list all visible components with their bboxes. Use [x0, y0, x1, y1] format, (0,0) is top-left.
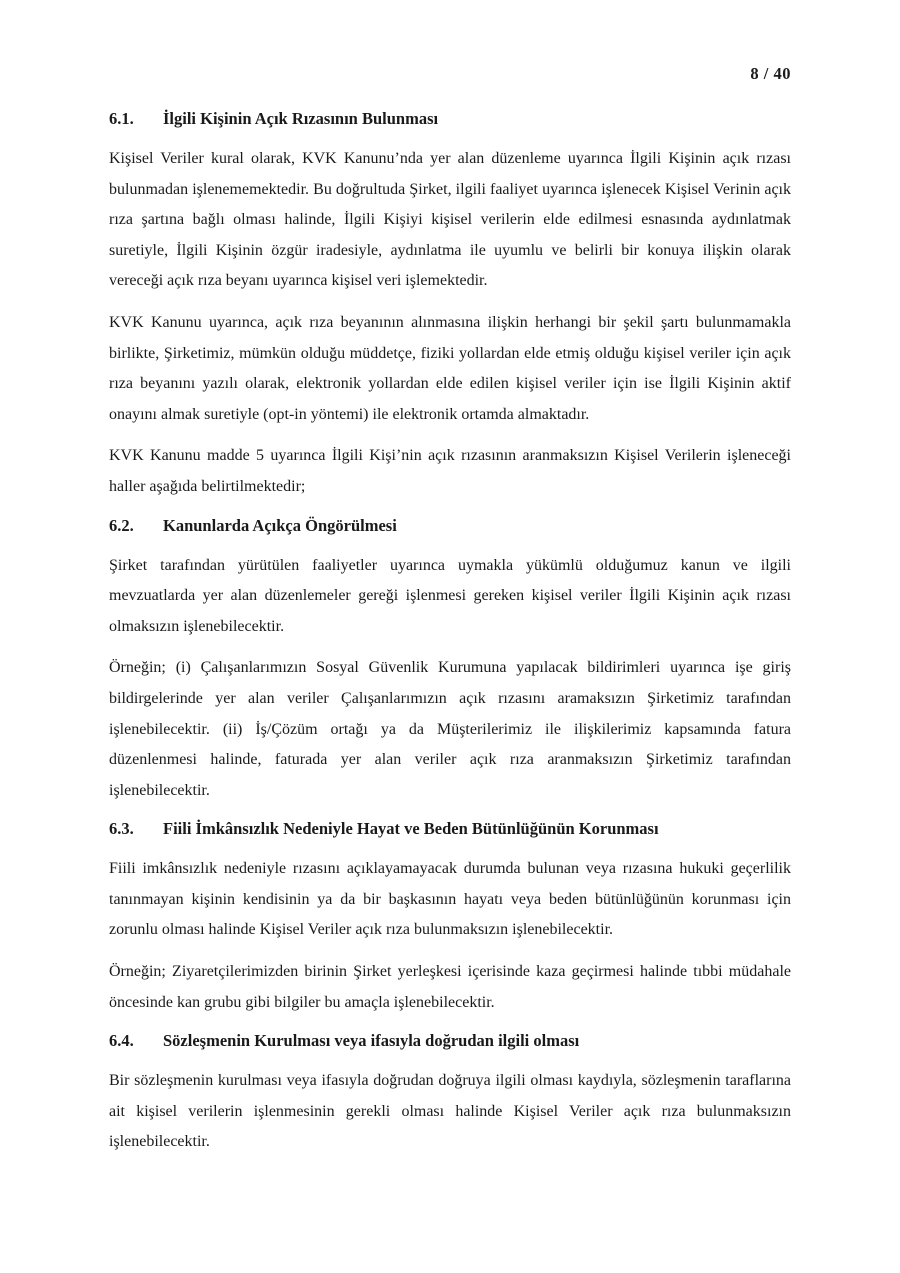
section-heading [109, 514, 791, 538]
section-heading [109, 817, 791, 841]
paragraph: Örneğin; (i) Çalışanlarımızın Sosyal Güvenlik Kurumuna yapılacak bildirimleri uyarınca işe giriş bildirgelerinde yer alan veriler Çalışanlarımızın açık rızasını aramaksızın Şirketimiz tarafından işlenebilecektir. (ii) İş/Çözüm ortağı ya da Müşterilerimiz ile ilişkilerimiz kapsamında fatura düzenlenmesi halinde, faturada yer alan veriler açık rıza aranmaksızın Şirketimiz tarafından işlenebilecektir. [109, 659, 791, 799]
paragraph: Örneğin; Ziyaretçilerimizden birinin Şirket yerleşkesi içerisinde kaza geçirmesi halinde tıbbi müdahale öncesinde kan grubu gibi bilgiler bu amaçla işlenebilecektir. [109, 963, 791, 1011]
section-title: Sözleşmenin Kurulması veya ifasıyla doğrudan ilgili olması [163, 1031, 580, 1051]
paragraph: Fiili imkânsızlık nedeniyle rızasını açıklayamayacak durumda bulunan veya rızasına hukuki geçerlilik tanınmayan kişinin kendisinin ya da bir başkasının hayatı veya beden bütünlüğünün korunması için zorunlu olması halinde Kişisel Veriler açık rıza bulunmaksızın işlenebilecektir. [109, 860, 791, 939]
section-6-2 [109, 514, 791, 807]
section-title: Fiili İmkânsızlık Nedeniyle Hayat ve Beden Bütünlüğünün Korunması [163, 819, 659, 839]
paragraph: Bir sözleşmenin kurulması veya ifasıyla doğrudan doğruya ilgili olması kaydıyla, sözleşmenin taraflarına ait kişisel verilerin işlenmesinin gerekli olması halinde Kişisel Veriler açık rıza bulunmaksızın işlenebilecektir. [109, 1072, 791, 1151]
section-title: Kanunlarda Açıkça Öngörülmesi [163, 515, 397, 535]
section-heading [109, 107, 791, 131]
section-number: 6.2. [109, 515, 134, 535]
paragraph: Kişisel Veriler kural olarak, KVK Kanunu’nda yer alan düzenleme uyarınca İlgili Kişinin açık rızası bulunmadan işlenememektedir. Bu doğrultuda Şirket, ilgili faaliyet uyarınca işlenecek Kişisel Verinin açık rıza şartına bağlı olması halinde, İlgili Kişiyi kişisel verilerin elde edilmesi esnasında aydınlatmak suretiyle, İlgili Kişinin özgür iradesiyle, aydınlatma ile uyumlu ve belirli bir konuya ilişkin olarak vereceği açık rıza beyanı uyarınca kişisel veri işlemektedir. [109, 150, 791, 290]
paragraph: KVK Kanunu madde 5 uyarınca İlgili Kişi’nin açık rızasının aranmaksızın Kişisel Verilerin işleneceği haller aşağıda belirtilmektedir; [109, 447, 791, 495]
section-number: 6.4. [109, 1031, 134, 1051]
section-heading [109, 1029, 791, 1053]
section-title: İlgili Kişinin Açık Rızasının Bulunması [163, 109, 439, 128]
section-number: 6.3. [109, 819, 134, 839]
page-number: 8 / 40 [750, 64, 791, 83]
page-content [109, 107, 791, 1169]
paragraph: KVK Kanunu uyarınca, açık rıza beyanının alınmasına ilişkin herhangi bir şekil şartı bulunmamakla birlikte, Şirketimiz, mümkün olduğu müddetçe, fiziki yollardan elde etmiş olduğu kişisel veriler için açık rıza beyanını yazılı olarak, elektronik yollardan elde edilen kişisel veriler için ise İlgili Kişinin aktif onayını almak suretiyle (opt-in yöntemi) ile elektronik ortamda almaktadır. [109, 313, 791, 423]
section-6-4 [109, 1029, 791, 1158]
paragraph: Şirket tarafından yürütülen faaliyetler uyarınca uymakla yükümlü olduğumuz kanun ve ilgili mevzuatlarda yer alan düzenlemeler gereği işlenmesi gereken kişisel veriler İlgili Kişinin açık rızası olmaksızın işlenebilecektir. [109, 556, 791, 635]
section-6-3 [109, 817, 791, 1018]
section-6-1 [109, 107, 791, 503]
section-number: 6.1. [109, 109, 134, 128]
